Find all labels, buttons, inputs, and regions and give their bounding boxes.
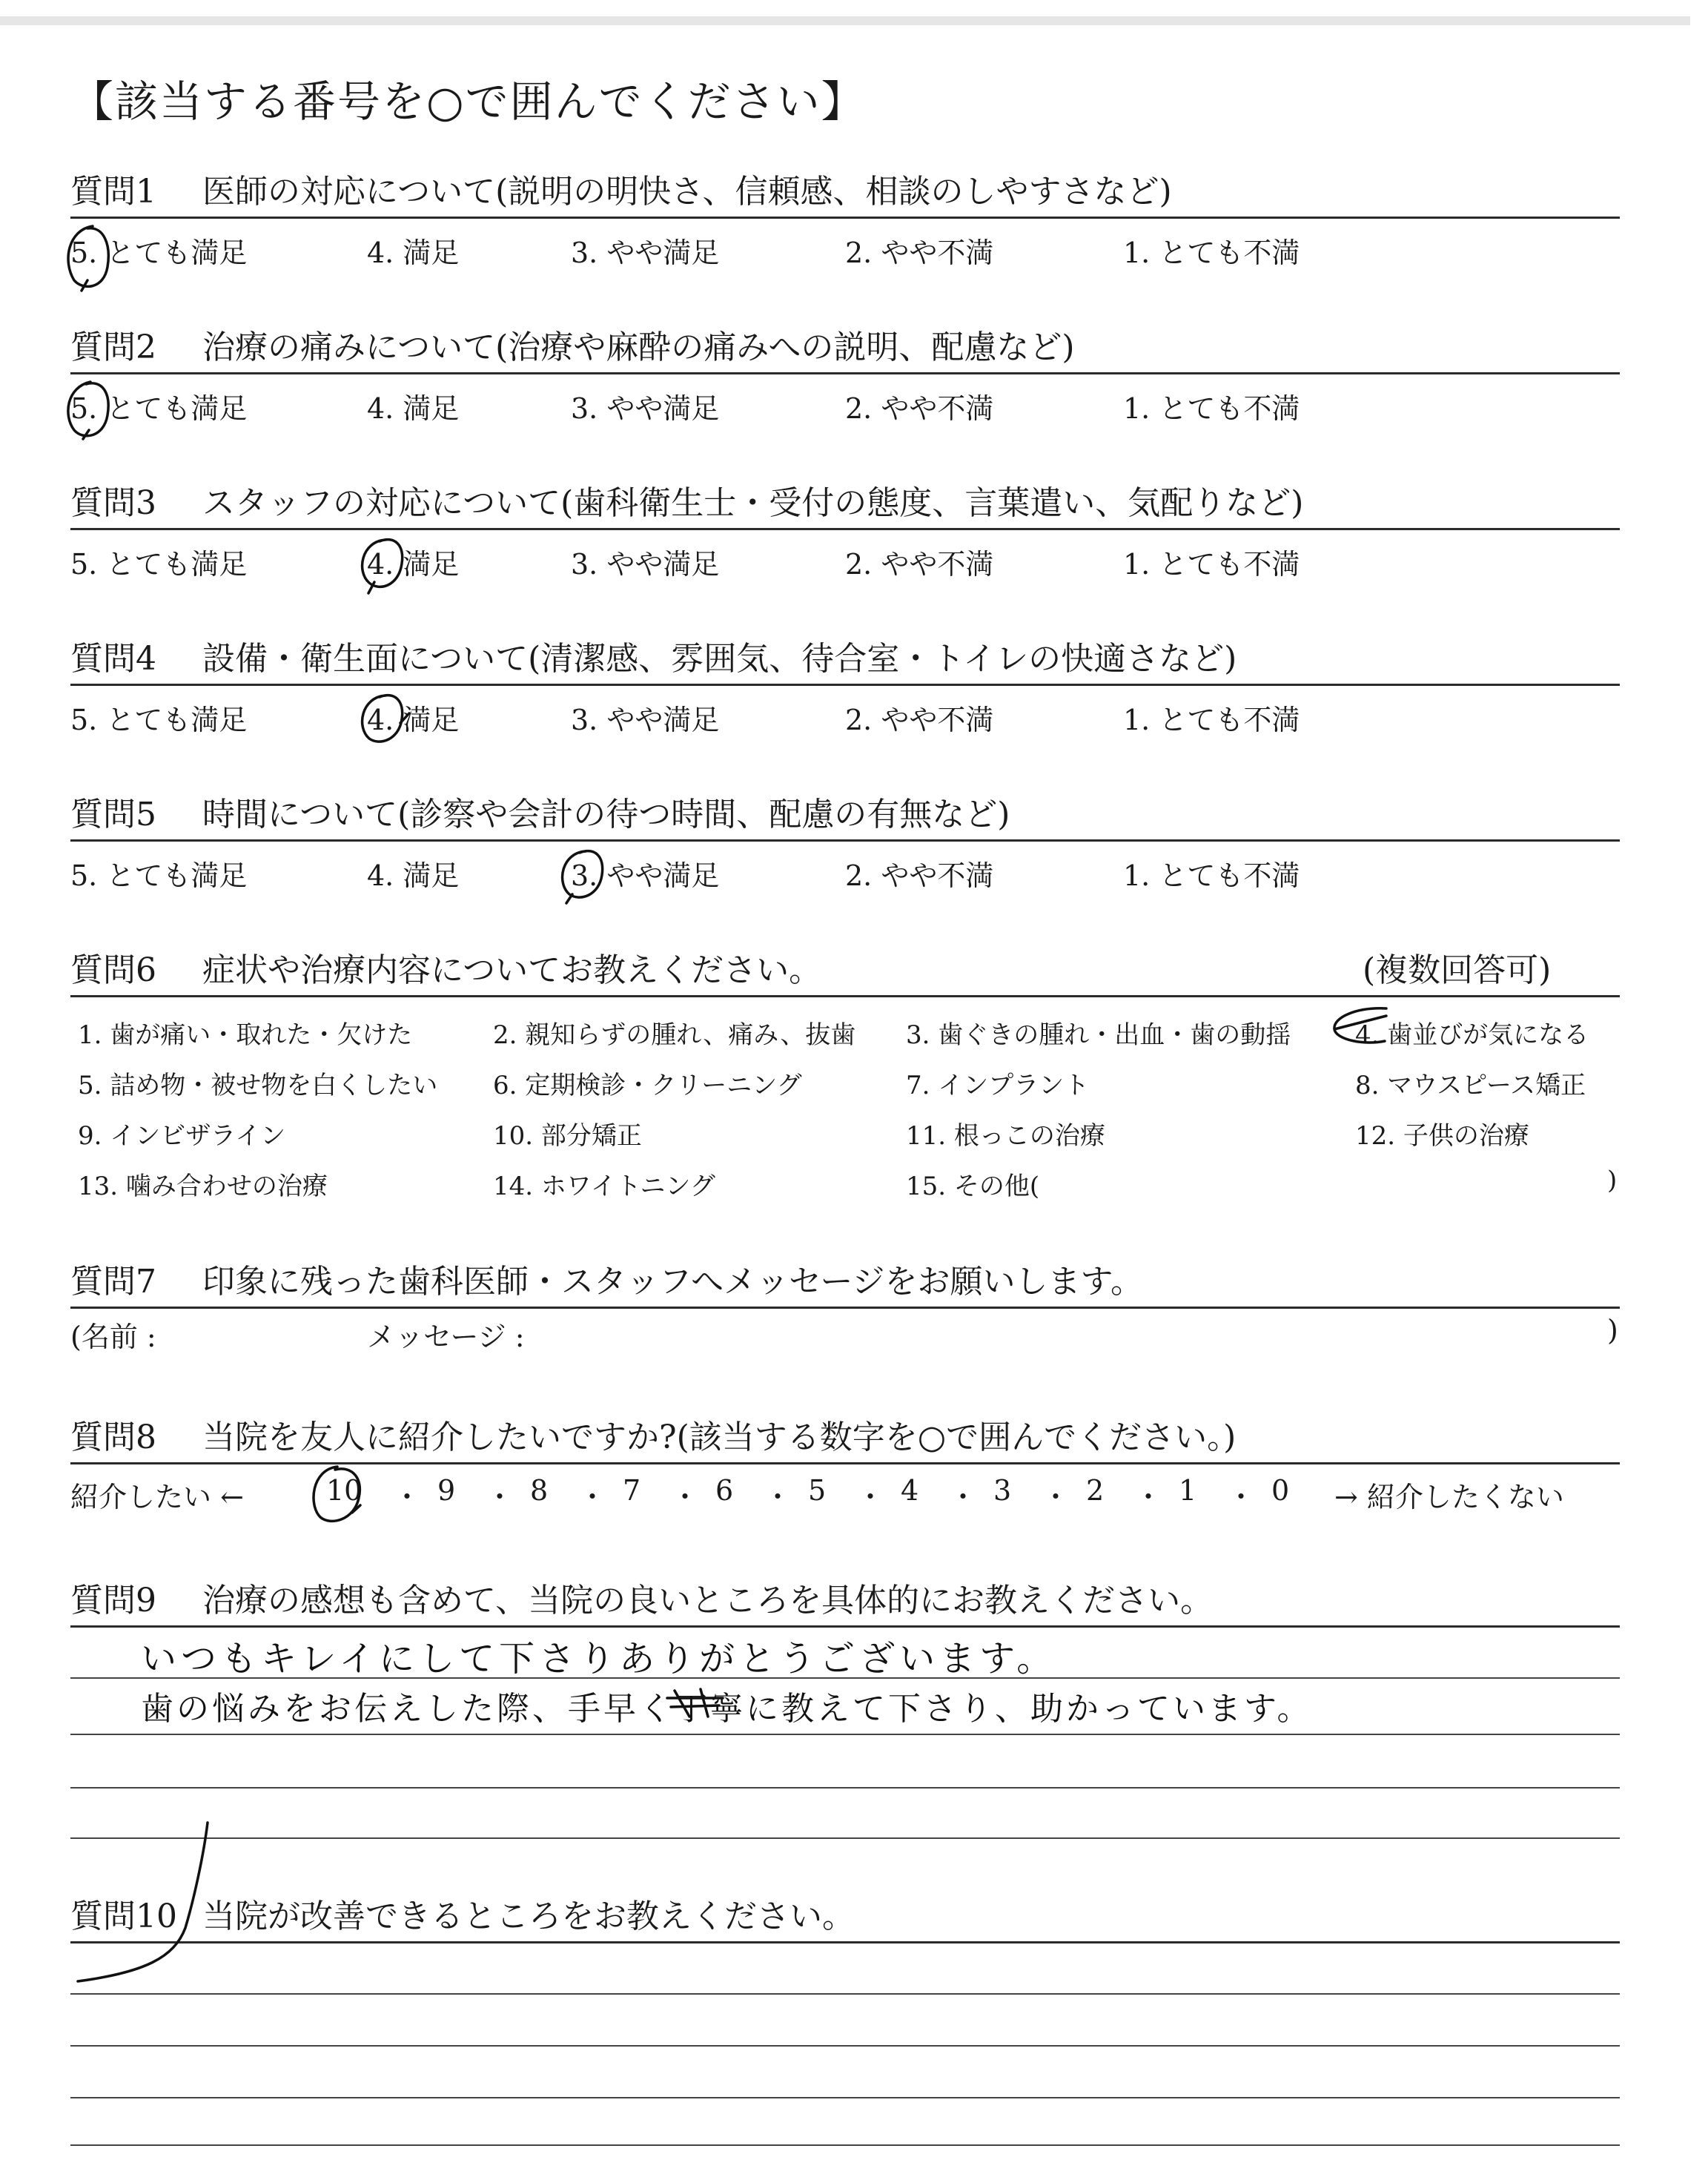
- message-label: メッセージ :: [367, 1321, 525, 1353]
- score-separator: ・: [949, 1481, 978, 1513]
- question-number: 質問2: [70, 328, 156, 366]
- q5-option-1[interactable]: 1. とても不満: [1123, 859, 1300, 892]
- score-4[interactable]: 4: [901, 1474, 919, 1507]
- score-6[interactable]: 6: [715, 1474, 734, 1507]
- q6-option-6[interactable]: 6. 定期検診・クリーニング: [493, 1071, 802, 1100]
- question-8-title: [70, 1410, 1236, 1458]
- question-number: 質問4: [70, 640, 156, 678]
- q6-option-13[interactable]: 13. 噛み合わせの治療: [78, 1172, 328, 1201]
- answer-line: [70, 1787, 1620, 1789]
- q3-option-1[interactable]: 1. とても不満: [1123, 548, 1300, 581]
- answer-line: [70, 2045, 1620, 2047]
- score-separator: ・: [1227, 1481, 1256, 1513]
- score-1[interactable]: 1: [1179, 1474, 1197, 1507]
- q4-option-5[interactable]: 5. とても満足: [70, 704, 248, 736]
- question-text: 当院を友人に紹介したいですか?(該当する数字を○で囲んでください。): [202, 1418, 1237, 1456]
- q3-option-2[interactable]: 2. やや不満: [845, 548, 994, 581]
- q5-option-2[interactable]: 2. やや不満: [845, 859, 994, 892]
- question-text: 印象に残った歯科医師・スタッフへメッセージをお願いします。: [202, 1263, 1143, 1301]
- divider: [70, 684, 1620, 686]
- question-4-title: [70, 632, 1237, 679]
- divider: [70, 1307, 1620, 1309]
- question-text: 医師の対応について(説明の明快さ、信頼感、相談のしやすさなど): [202, 173, 1172, 211]
- score-5[interactable]: 5: [808, 1474, 827, 1507]
- q6-option-8[interactable]: 8. マウスピース矯正: [1355, 1071, 1586, 1100]
- q1-option-4[interactable]: 4. 満足: [367, 237, 460, 269]
- q5-option-4[interactable]: 4. 満足: [367, 859, 460, 892]
- answer-line: [70, 1837, 1620, 1839]
- score-separator: ・: [671, 1481, 700, 1513]
- score-7[interactable]: 7: [623, 1474, 641, 1507]
- divider: [70, 839, 1620, 842]
- answer-line: [70, 1677, 1620, 1679]
- score-9[interactable]: 9: [437, 1474, 456, 1507]
- divider: [70, 995, 1620, 997]
- q1-option-5[interactable]: 5. とても満足: [70, 237, 248, 269]
- message-close-paren: ): [1607, 1314, 1618, 1347]
- question-number: 質問9: [70, 1582, 156, 1619]
- q2-option-5[interactable]: 5. とても満足: [70, 392, 248, 425]
- q6-option-14[interactable]: 14. ホワイトニング: [493, 1172, 715, 1201]
- q6-option-1[interactable]: 1. 歯が痛い・取れた・欠けた: [78, 1020, 413, 1050]
- page-heading: 【該当する番号を○で囲んでください】: [70, 76, 866, 127]
- question-number: 質問6: [70, 951, 156, 989]
- q4-option-2[interactable]: 2. やや不満: [845, 704, 994, 736]
- q6-option-10[interactable]: 10. 部分矯正: [493, 1121, 642, 1151]
- score-separator: ・: [486, 1481, 514, 1513]
- recommend-left-label: 紹介したい ←: [70, 1481, 244, 1513]
- score-separator: ・: [856, 1481, 885, 1513]
- question-text: 時間について(診察や会計の待つ時間、配慮の有無など): [202, 796, 1010, 833]
- question-10-title: [70, 1889, 855, 1937]
- q1-option-3[interactable]: 3. やや満足: [571, 237, 720, 269]
- question-1-title: [70, 165, 1172, 212]
- question-text: 治療の痛みについて(治療や麻酔の痛みへの説明、配慮など): [202, 328, 1075, 366]
- q6-option-9[interactable]: 9. インビザライン: [78, 1121, 286, 1151]
- score-separator: ・: [1134, 1481, 1163, 1513]
- question-3-title: [70, 476, 1303, 524]
- multiple-answer-note: (複数回答可): [1363, 951, 1552, 989]
- answer-line: [70, 2144, 1620, 2146]
- divider: [70, 528, 1620, 530]
- score-separator: ・: [764, 1481, 792, 1513]
- question-text: スタッフの対応について(歯科衛生士・受付の態度、言葉遣い、気配りなど): [202, 484, 1304, 522]
- q1-option-2[interactable]: 2. やや不満: [845, 237, 994, 269]
- name-label: (名前 :: [70, 1321, 156, 1353]
- question-5-title: [70, 787, 1010, 835]
- handwritten-answer-line-2: 歯の悩みをお伝えした際、手早く丁寧に教えて下さり、助かっています。: [141, 1690, 1313, 1728]
- question-9-title: [70, 1573, 1213, 1621]
- q4-option-3[interactable]: 3. やや満足: [571, 704, 720, 736]
- q2-option-2[interactable]: 2. やや不満: [845, 392, 994, 425]
- q6-option-4[interactable]: 4. 歯並びが気になる: [1355, 1020, 1589, 1050]
- q3-option-5[interactable]: 5. とても満足: [70, 548, 248, 581]
- q6-option-7[interactable]: 7. インプラント: [906, 1071, 1090, 1100]
- question-number: 質問7: [70, 1263, 156, 1301]
- question-number: 質問3: [70, 484, 156, 522]
- score-separator: ・: [393, 1481, 422, 1513]
- divider: [70, 217, 1620, 219]
- q3-option-4[interactable]: 4. 満足: [367, 548, 460, 581]
- score-3[interactable]: 3: [993, 1474, 1012, 1507]
- q6-option-15[interactable]: 15. その他(: [906, 1172, 1040, 1201]
- divider: [70, 1625, 1620, 1628]
- question-number: 質問5: [70, 796, 156, 833]
- answer-line: [70, 1734, 1620, 1735]
- score-10[interactable]: 10: [326, 1474, 363, 1507]
- divider: [70, 1462, 1620, 1464]
- question-text: 当院が改善できるところをお教えください。: [202, 1898, 855, 1935]
- q2-option-3[interactable]: 3. やや満足: [571, 392, 720, 425]
- score-8[interactable]: 8: [530, 1474, 549, 1507]
- answer-line: [70, 2097, 1620, 2098]
- question-number: 質問8: [70, 1418, 156, 1456]
- question-2-title: [70, 320, 1075, 368]
- q2-option-1[interactable]: 1. とても不満: [1123, 392, 1300, 425]
- recommend-right-label: → 紹介したくない: [1334, 1481, 1564, 1513]
- answer-line: [70, 1993, 1620, 1995]
- divider: [70, 1941, 1620, 1943]
- question-text: 設備・衛生面について(清潔感、雰囲気、待合室・トイレの快適さなど): [202, 640, 1237, 678]
- q1-option-1[interactable]: 1. とても不満: [1123, 237, 1300, 269]
- handwritten-answer-line-1: いつもキレイにして下さりありがとうございます。: [141, 1638, 1057, 1680]
- q6-option-2[interactable]: 2. 親知らずの腫れ、痛み、抜歯: [493, 1020, 856, 1050]
- score-separator: ・: [1042, 1481, 1070, 1513]
- question-text: 症状や治療内容についてお教えください。: [202, 951, 822, 989]
- q4-option-4[interactable]: 4. 満足: [367, 704, 460, 736]
- q3-option-3[interactable]: 3. やや満足: [571, 548, 720, 581]
- q5-option-3[interactable]: 3. やや満足: [571, 859, 720, 892]
- question-text: 治療の感想も含めて、当院の良いところを具体的にお教えください。: [202, 1582, 1214, 1619]
- score-0[interactable]: 0: [1271, 1474, 1290, 1507]
- q6-option-11[interactable]: 11. 根っこの治療: [906, 1121, 1105, 1151]
- q6-option-3[interactable]: 3. 歯ぐきの腫れ・出血・歯の動揺: [906, 1020, 1291, 1050]
- question-6-title: [70, 943, 821, 991]
- question-7-title: [70, 1255, 1143, 1302]
- q6-option-5[interactable]: 5. 詰め物・被せ物を白くしたい: [78, 1071, 438, 1100]
- q4-option-1[interactable]: 1. とても不満: [1123, 704, 1300, 736]
- q6-other-close-paren: ): [1607, 1166, 1618, 1195]
- question-number: 質問10: [70, 1898, 177, 1935]
- q6-option-12[interactable]: 12. 子供の治療: [1355, 1121, 1529, 1151]
- score-separator: ・: [578, 1481, 607, 1513]
- q5-option-5[interactable]: 5. とても満足: [70, 859, 248, 892]
- divider: [70, 372, 1620, 374]
- question-number: 質問1: [70, 173, 156, 211]
- q2-option-4[interactable]: 4. 満足: [367, 392, 460, 425]
- score-2[interactable]: 2: [1086, 1474, 1105, 1507]
